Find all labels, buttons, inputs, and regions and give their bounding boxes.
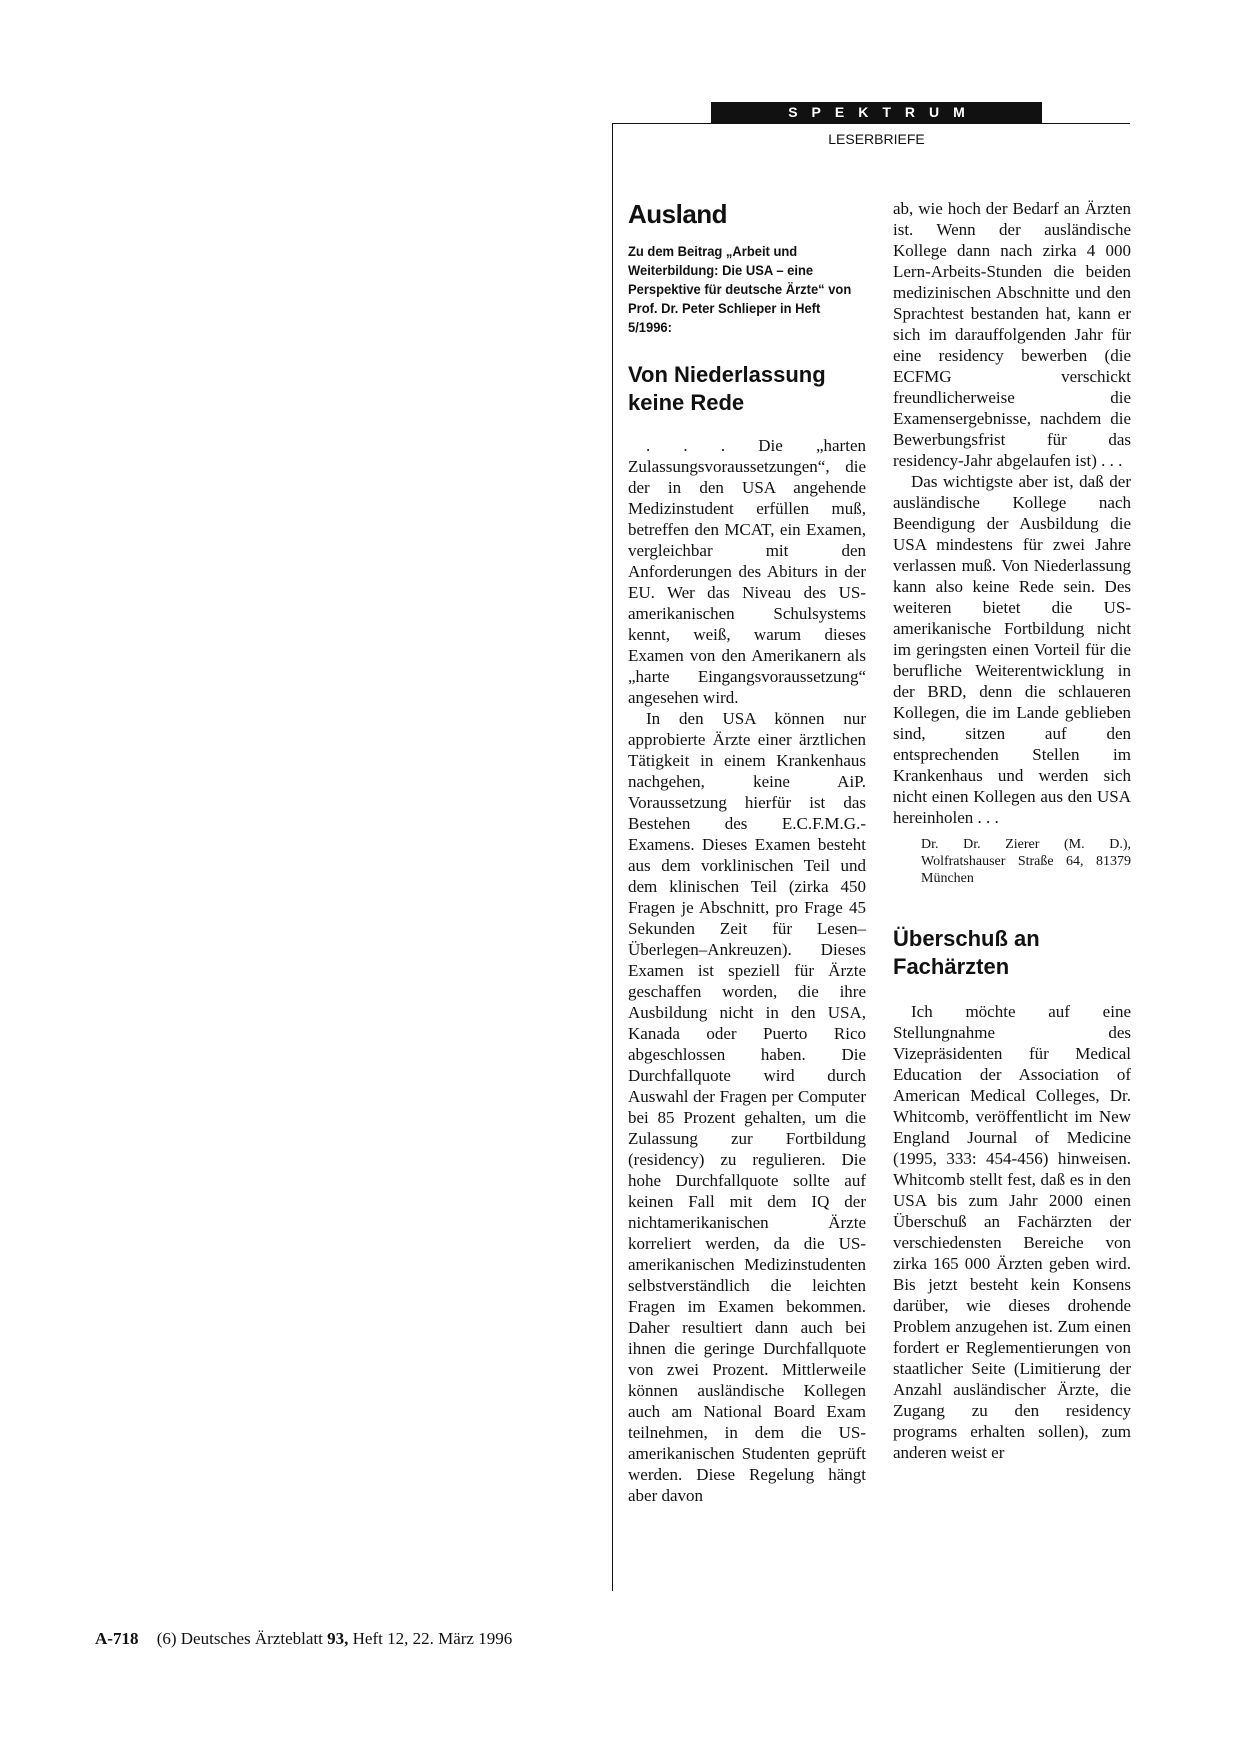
article-column-2 <box>893 198 1131 1463</box>
letter-signature: Dr. Dr. Zierer (M. D.), Wolfratshauser Straße 64, 81379 München <box>921 837 1131 886</box>
citation-prefix: (6) Deutsches Ärzteblatt <box>156 1629 323 1648</box>
rubric-title: Ausland <box>628 199 728 229</box>
letter-headline: Von Niederlassung keine Rede <box>628 362 826 415</box>
article-column-1 <box>628 198 866 1506</box>
body-paragraph: . . . Die „harten Zulassungsvoraussetzungen“, die der in den USA angehende Medizinstudent erfüllen muß, betreffen den MCAT, ein Examen, vergleichbar mit den Anforderungen des Abiturs in der EU. Wer das Niveau des US-amerikanischen Schulsystems kennt, weiß, warum dieses Examen von den Amerikanern als „harte Eingangsvoraussetzung“ angesehen wird. <box>628 436 866 707</box>
page-number: A-718 <box>95 1629 139 1648</box>
article-intro: Zu dem Beitrag „Arbeit und Weiterbildung: Die USA – eine Perspektive für deutsche Ärzte“ von Prof. Dr. Peter Schlieper in Heft 5/1996: <box>628 244 852 335</box>
section-label: LESERBRIEFE <box>828 131 925 147</box>
header-rule <box>612 123 1130 124</box>
page-footer <box>95 1629 512 1649</box>
letter-headline: Überschuß an Fachärzten <box>893 926 1040 979</box>
body-paragraph: Ich möchte auf eine Stellungnahme des Vizepräsidenten für Medical Education der Association of American Medical Colleges, Dr. Whitcomb, veröffentlicht im New England Journal of Medicine (1995, 333: 454-456) hinweisen. Whitcomb stellt fest, daß es in den USA bis zum Jahr 2000 einen Überschuß an Fachärzten der verschiedensten Bereiche von zirka 165 000 Ärzten geben wird. Bis jetzt besteht kein Konsens darüber, wie dieses drohende Problem anzugehen ist. Zum einen fordert er Reglementierungen von staatlicher Seite (Limitierung der Anzahl ausländischer Ärzte, die Zugang zu den residency programs erhalten sollen), zum anderen weist er <box>893 1002 1131 1462</box>
spektrum-header-bar: SPEKTRUM <box>711 102 1042 123</box>
body-paragraph: In den USA können nur approbierte Ärzte einer ärztlichen Tätigkeit in einem Krankenhaus nachgehen, keine AiP. Voraussetzung hierfür ist das Bestehen des E.C.F.M.G.-Examens. Dieses Examen besteht aus dem vorklinischen Teil und dem klinischen Teil (zirka 450 Fragen je Abschnitt, pro Frage 45 Sekunden Zeit für Lesen–Überlegen–Ankreuzen). Dieses Examen ist speziell für Ärzte geschaffen worden, die ihre Ausbildung nicht in den USA, Kanada oder Puerto Rico abgeschlossen haben. Die Durchfallquote wird durch Auswahl der Fragen per Computer bei 85 Prozent gehalten, um die Zulassung zur Fortbildung (residency) zu regulieren. Die hohe Durchfallquote sollte auf keinen Fall mit dem IQ der nichtamerikanischen Ärzte korreliert werden, da die US-amerikanischen Medizinstudenten selbstverständlich die leichten Fragen im Examen bekommen. Daher resultiert dann auch bei ihnen die geringe Durchfallquote von zwei Prozent. Mittlerweile können ausländische Kollegen auch am National Board Exam teilnehmen, in dem die US-amerikanischen Studenten geprüft werden. Diese Regelung hängt aber davon <box>628 709 866 1505</box>
volume-number: 93, <box>327 1629 349 1648</box>
body-paragraph: ab, wie hoch der Bedarf an Ärzten ist. Wenn der ausländische Kollege dann nach zirka 4 000 Lern-Arbeits-Stunden die beiden medizinischen Abschnitte und den Sprachtest bestanden hat, kann er sich im darauffolgenden Jahr für eine residency bewerben (die ECFMG verschickt freundlicherweise die Examensergebnisse, nachdem die Bewerbungsfrist für das residency-Jahr abgelaufen ist) . . . <box>893 199 1131 470</box>
body-paragraph: Das wichtigste aber ist, daß der ausländische Kollege nach Beendigung der Ausbildung die USA mindestens für zwei Jahre verlassen muß. Von Niederlassung kann also keine Rede sein. Des weiteren bietet die US-amerikanische Fortbildung nicht im geringsten einen Vorteil für die berufliche Weiterentwicklung in der BRD, denn die schlaueren Kollegen, die im Lande geblieben sind, sitzen auf den entsprechenden Stellen im Krankenhaus und werden sich nicht einen Kollegen aus den USA hereinholen . . . <box>893 472 1131 827</box>
column-left-rule <box>612 124 613 1591</box>
citation-suffix: Heft 12, 22. März 1996 <box>352 1629 513 1648</box>
